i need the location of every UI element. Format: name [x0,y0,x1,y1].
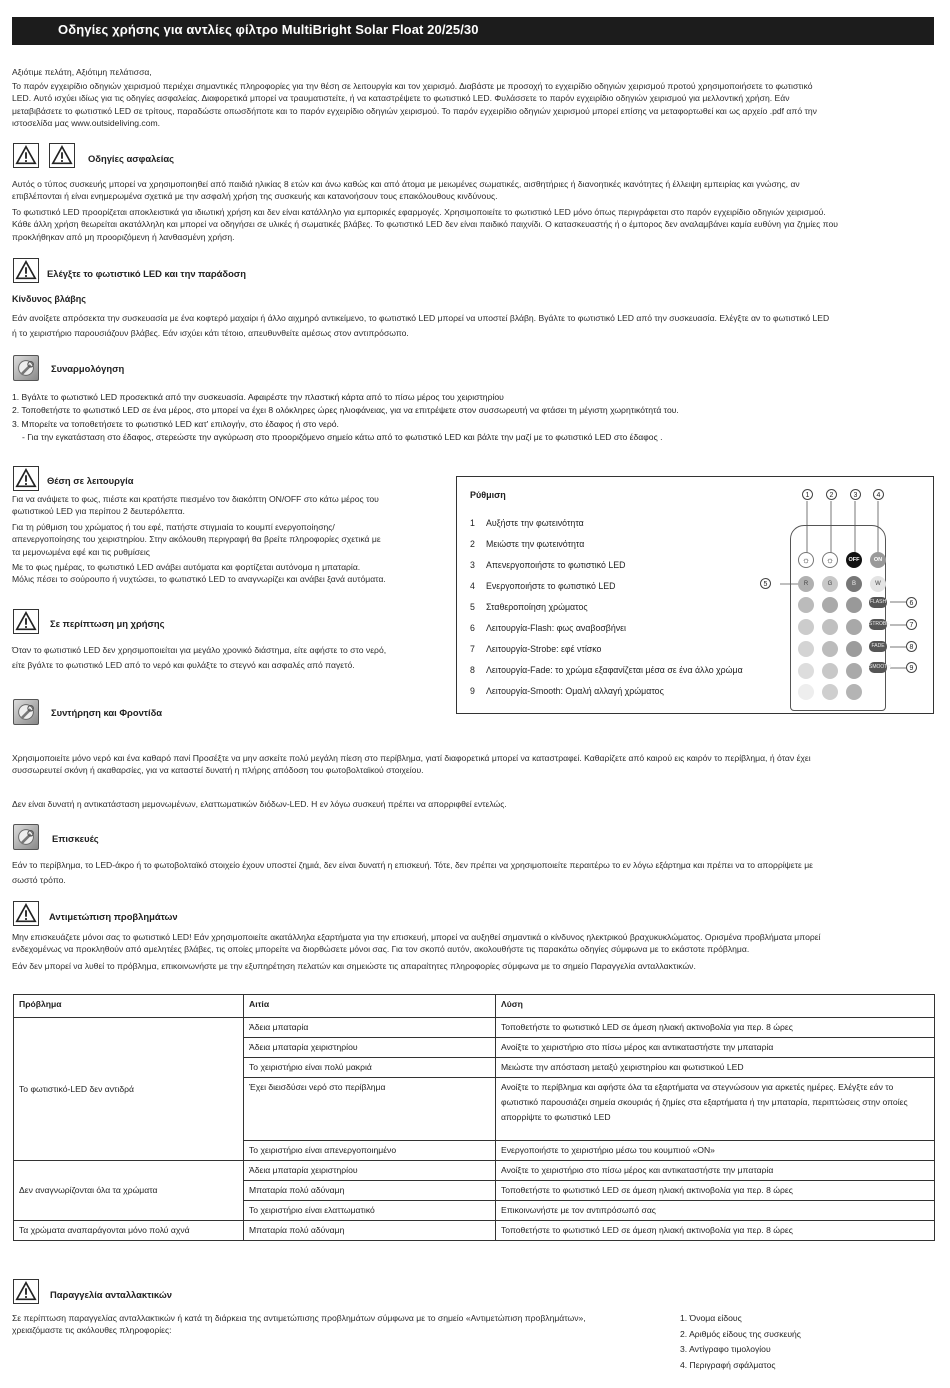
color-button-icon [822,597,838,613]
intro-text [12,80,937,130]
settings-item-label: Λειτουργία-Strobe: εφέ ντίσκο [486,644,602,654]
safety-line: Αυτός ο τύπος συσκευής μπορεί να χρησιμοποιηθεί από παιδιά ηλικίας 8 ετών και άνω καθώς και από άτομα με μειωμένες σωματικές, αισθητήριες ή διανοητικές ικανότητες ή έλλειψη εμπειρίας και γνώσης, αν [12,179,800,189]
troubleshooting-line: Μην επισκευάζετε μόνοι σας το φωτιστικό LED! Εάν χρησιμοποιείτε ακατάλληλα εξαρτήματα για την επισκευή, μπορεί να αυξηθεί σημαντικά ο κίνδυνος ηλεκτρικού βραχυκυκλώματος. Ορισμένα προβλήματα μπορεί [12,932,821,942]
color-button-icon [798,684,814,700]
solution-cell: Επικοινωνήστε με τον αντιπρόσωπό σας [496,1201,935,1221]
color-button-icon [846,684,862,700]
color-button-icon [846,597,862,613]
settings-item-number: 9 [470,686,475,696]
blue-button-icon: B [846,576,862,592]
settings-item-label: Λειτουργία-Flash: φως αναβοσβήνει [486,623,627,633]
check-line: ή το χειριστήριο παρουσιάζουν βλάβες. Εάν ισχύει κάτι τέτοιο, απευθυνθείτε αμέσως στον αντιπρόσωπο. [12,328,409,339]
callout-number: 6 [906,597,917,608]
column-header: Πρόβλημα [14,995,244,1018]
settings-item-label: Ενεργοποιήστε το φωτιστικό LED [486,581,616,591]
intro-line: Το παρόν εγχειρίδιο οδηγιών χειρισμού περιέχει σημαντικές πληροφορίες για την θέση σε λειτουργία και τον χειρισμό. Διαβάστε με προσοχή το εγχειρίδιο οδηγιών χειρισμού προτού χρησιμοποιήσετε το φωτιστικό [12,81,813,91]
off-button-icon: OFF [846,552,862,568]
color-button-icon [822,663,838,679]
white-button-icon: W [870,576,886,592]
tool-icon [13,355,39,381]
page-title: Οδηγίες χρήσης για αντλίες φίλτρο MultiBright Solar Float 20/25/30 [58,22,479,37]
warning-icon [13,901,39,926]
nonuse-line: Όταν το φωτιστικό LED δεν χρησιμοποιείται για μεγάλο χρονικό διάστημα, είτε αφήστε το στο νερό, [12,645,387,655]
intro-greeting: Αξιότιμε πελάτη, Αξιότιμη πελάτισσα, [12,67,152,77]
red-button-icon: R [798,576,814,592]
problem-cell: Δεν αναγνωρίζονται όλα τα χρώματα [14,1161,244,1221]
callout-number: 7 [906,619,917,630]
warning-icon [49,143,75,168]
settings-item [470,686,664,696]
table-row [14,1221,935,1241]
brightness-down-icon: ☼ [822,552,838,568]
cause-cell: Το χειριστήριο είναι απενεργοποιημένο [244,1141,496,1161]
color-button-icon [846,641,862,657]
spare-parts-line: Σε περίπτωση παραγγελίας ανταλλακτικών ή κατά τη διάρκεια της αντιμετώπισης προβλημάτων σύμφωνα με το σημείο «Αντιμετώπιση προβλημάτων», [12,1313,586,1323]
check-line: Εάν ανοίξετε απρόσεκτα την συσκευασία με ένα κοφτερό μαχαίρι ή άλλο αιχμηρό αντικείμενο, το φωτιστικό LED μπορεί να υποστεί βλάβη. Βγάλτε το φωτιστικό LED από την συσκευασία. Ελέγξτε αν το φωτιστικό LED [12,313,830,323]
list-item: 1. Όνομα είδους [680,1313,742,1323]
troubleshooting-line: Εάν δεν μπορεί να λυθεί το πρόβλημα, επικοινωνήστε με την εξυπηρέτηση πελατών και σημειώστε τις απαραίτητες πληροφορίες σύμφωνα με το σημείο Παραγγελία ανταλλακτικών. [12,960,696,971]
troubleshooting-line: ενδεχομένως να προκληθούν από αμελητέες βλάβες, τις οποίες μπορείτε να διορθώσετε μόνοι σας. Για τον σκοπό αυτόν, ακολουθήστε τις παρακάτω οδηγίες σύμφωνα με το εκάστοτε πρόβλημα. [12,944,750,955]
warning-icon [13,258,39,283]
settings-item [470,623,626,633]
table-row [14,1018,935,1038]
spare-parts-text [12,1312,672,1337]
cause-cell: Μπαταρία πολύ αδύναμη [244,1221,496,1241]
maintenance-text [12,752,937,810]
nonuse-line: είτε βγάλτε το φωτιστικό LED από το νερό και φυλάξτε το στεγνό και ασφαλές από παγετό. [12,660,355,671]
color-button-icon [822,641,838,657]
color-button-icon [798,619,814,635]
spare-parts-line: χρειαζόμαστε τις ακόλουθες πληροφορίες: [12,1325,172,1336]
settings-title: Ρύθμιση [470,490,506,500]
safety-line: προκλήθηκαν από μη προοριζόμενη ή λανθασμένη χρήση. [12,231,235,242]
green-button-icon: G [822,576,838,592]
solution-cell: Ενεργοποιήστε το χειριστήριο μέσω του κουμπιού «ON» [496,1141,935,1161]
list-item: 3. Μπορείτε να τοποθετήσετε το φωτιστικό LED κατ' επιλογήν, στο έδαφος ή στο νερό. [12,418,339,429]
settings-item-number: 6 [470,623,475,633]
safety-line: Το φωτιστικό LED προορίζεται αποκλειστικά για ιδιωτική χρήση και δεν είναι κατάλληλο για εμπορικές εφαρμογές. Χρησιμοποιείτε το φωτιστικό LED μόνο όπως περιγράφεται στο παρόν εγχειρίδιο οδηγιών χειρισμού. [12,206,826,217]
callout-number: 1 [802,489,813,500]
section-title-maintenance: Συντήρηση και Φροντίδα [51,707,163,718]
settings-item-label: Αυξήστε την φωτεινότητα [486,518,584,528]
maintenance-line: Χρησιμοποιείτε μόνο νερό και ένα καθαρό πανί Προσέξτε να μην ασκείτε πολύ μεγάλη πίεση στο περίβλημα, γιατί διαφορετικά μπορεί να καταστραφεί. Καθαρίζετε από καιρού εις καιρόν το περίβλημα, ή όταν έχει [12,753,811,763]
settings-item-label: Λειτουργία-Fade: το χρώμα εξαφανίζεται μέσα σε ένα άλλο χρώμα [486,665,743,675]
section-title-assembly: Συναρμολόγηση [51,363,125,374]
on-button-icon: ON [870,552,886,568]
settings-item [470,560,625,570]
column-header: Λύση [496,995,935,1018]
color-button-icon [822,684,838,700]
list-item: 1. Βγάλτε το φωτιστικό LED προσεκτικά από την συσκευασία. Αφαιρέστε την πλαστική κάρτα από το πίσω μέρος του χειριστηρίου [12,392,504,402]
cause-cell: Έχει διεισδύσει νερό στο περίβλημα [244,1078,496,1141]
settings-item-number: 7 [470,644,475,654]
nonuse-text [12,644,452,672]
maintenance-line: Δεν είναι δυνατή η αντικατάσταση μεμονωμένων, ελαττωματικών διόδων-LED. Η εν λόγω συσκευή πρέπει να απορριφθεί εντελώς. [12,798,507,809]
cause-cell: Μπαταρία πολύ αδύναμη [244,1181,496,1201]
list-item: 3. Αντίγραφο τιμολογίου [680,1344,771,1354]
maintenance-line: συσσωρευτεί σκόνη ή ακαθαρσίες, για να καταστεί δυνατή η πλήρης απόδοση του φωτοβολταϊκού στοιχείου. [12,765,424,776]
column-header: Αιτία [244,995,496,1018]
intro-line: μεταβιβάσετε το φωτιστικό LED σε τρίτους, παραδώστε οπωσδήποτε και το παρόν εγχειρίδιο οδηγιών χειρισμού. Το παρόν εγχειρίδιο οδηγιών χειρισμού μπορεί επίσης να μεταφορτωθεί και ως αρχείο .pdf από την [12,105,817,116]
list-item: 2. Αριθμός είδους της συσκευής [680,1328,801,1339]
intro-line: LED. Αυτό ισχύει ιδίως για τις οδηγίες ασφαλείας. Διαφορετικά μπορεί να τραυματιστείτε, ή να καταστρέψετε το φωτιστικό LED. Φυλάσσετε το παρόν εγχειρίδιο οδηγιών χειρισμού για μελλοντική χρήση. Εάν [12,93,790,104]
safety-line: επιβλέπονται ή είναι ενημερωμένα σχετικά με την ασφαλή χρήση της συσκευής και κατανοήσουν τους επακόλουθους κινδύνους. [12,191,498,202]
troubleshooting-table [13,994,935,1241]
cause-cell: Το χειριστήριο είναι ελαττωματικό [244,1201,496,1221]
settings-item-number: 4 [470,581,475,591]
callout-number: 3 [850,489,861,500]
troubleshooting-text [12,931,937,972]
section-title-check: Ελέγξτε το φωτιστικό LED και την παράδοση [47,268,246,279]
operation-line: φωτιστικού LED για περίπου 2 δευτερόλεπτα. [12,506,185,517]
settings-item-label: Απενεργοποιήστε το φωτιστικό LED [486,560,626,570]
assembly-list [12,391,679,445]
solution-cell: Ανοίξτε το χειριστήριο στο πίσω μέρος και αντικαταστήστε την μπαταρία [496,1161,935,1181]
cause-cell: Το χειριστήριο είναι πολύ μακριά [244,1058,496,1078]
operation-line: Για τη ρύθμιση του χρώματος ή του εφέ, πατήστε στιγμιαία το κουμπί ενεργοποίησης/ [12,521,335,532]
operation-line: Μόλις πέσει το σούρουπο ή νυχτώσει, το φωτιστικό LED το αναγνωρίζει και ανάβει ξανά αυτόματα. [12,574,386,585]
repairs-text [12,859,937,887]
settings-item-label: Λειτουργία-Smooth: Ομαλή αλλαγή χρώματος [486,686,664,696]
callout-number: 5 [760,578,771,589]
cause-cell: Άδεια μπαταρία [244,1018,496,1038]
color-button-icon [846,663,862,679]
settings-item-label: Μειώστε την φωτεινότητα [486,539,585,549]
operation-line: Με το φως ημέρας, το φωτιστικό LED ανάβει αυτόματα και φορτίζεται αυτόνομα η μπαταρία. [12,562,361,573]
operation-line: Για να ανάψετε το φως, πιέστε και κρατήστε πιεσμένο τον διακόπτη ON/OFF στο κάτω μέρος του [12,494,379,504]
color-button-icon [822,619,838,635]
operation-line: τα μεμονωμένα εφέ και τις ρυθμίσεις [12,546,150,557]
list-item: 4. Περιγραφή σφάλματος [680,1359,776,1370]
warning-icon [13,609,39,634]
settings-item [470,539,584,549]
callout-number: 2 [826,489,837,500]
list-item: - Για την εγκατάσταση στο έδαφος, στερεώστε την αγκύρωση στο προοριζόμενο σημείο κάτω από το φωτιστικό LED και βάλτε την μαζί με το φωτιστικό LED στο έδαφος . [22,432,663,443]
settings-item-number: 3 [470,560,475,570]
warning-icon [13,1279,39,1304]
color-button-icon [798,663,814,679]
solution-cell: Τοποθετήστε το φωτιστικό LED σε άμεση ηλιακή ακτινοβολία για περ. 8 ώρες [496,1181,935,1201]
table-header-row [14,995,935,1018]
settings-item [470,602,588,612]
cause-cell: Άδεια μπαταρία χειριστηρίου [244,1161,496,1181]
fade-button-icon: FADE [869,641,887,652]
section-subtitle-damage: Κίνδυνος βλάβης [12,294,86,304]
safety-text [12,178,937,243]
warning-icon [13,466,39,491]
solution-cell: Τοποθετήστε το φωτιστικό LED σε άμεση ηλιακή ακτινοβολία για περ. 8 ώρες [496,1221,935,1241]
settings-item [470,581,615,591]
section-title-safety: Οδηγίες ασφαλείας [88,153,175,164]
color-button-icon [798,597,814,613]
brightness-up-icon: ☼ [798,552,814,568]
smooth-button-icon: SMOOTH [869,662,887,673]
section-title-troubleshooting: Αντιμετώπιση προβλημάτων [49,911,178,922]
settings-item [470,665,743,675]
settings-item-number: 2 [470,539,475,549]
section-title-repairs: Επισκευές [52,833,99,844]
strobe-button-icon: STROBE [869,619,887,630]
flash-button-icon: FLASH [869,597,887,608]
table-row [14,1161,935,1181]
problem-cell: Τα χρώματα αναπαράγονται μόνο πολύ αχνά [14,1221,244,1241]
callout-number: 8 [906,641,917,652]
repairs-line: Εάν το περίβλημα, το LED-άκρο ή το φωτοβολταϊκό στοιχείο έχουν υποστεί ζημιά, δεν είναι δυνατή η επισκευή. Τότε, δεν πρέπει να χρησιμοποιείτε περαιτέρω το εν λόγω εξάρτημα και πρέπει να το απορρίψετε με [12,860,814,870]
settings-item-number: 8 [470,665,475,675]
repairs-line: σωστό τρόπο. [12,875,66,886]
intro-line: ιστοσελίδα μας www.outsideliving.com. [12,118,161,129]
settings-item-number: 5 [470,602,475,612]
settings-item [470,518,584,528]
callout-number: 4 [873,489,884,500]
tool-icon [13,699,39,725]
color-button-icon [798,641,814,657]
warning-icon [13,143,39,168]
problem-cell: Το φωτιστικό-LED δεν αντιδρά [14,1018,244,1161]
operation-text [12,493,452,586]
solution-cell: Τοποθετήστε το φωτιστικό LED σε άμεση ηλιακή ακτινοβολία για περ. 8 ώρες [496,1018,935,1038]
check-text [12,312,937,340]
callout-number: 9 [906,662,917,673]
color-button-icon [846,619,862,635]
settings-item-number: 1 [470,518,475,528]
solution-cell: Ανοίξτε το χειριστήριο στο πίσω μέρος και αντικαταστήστε την μπαταρία [496,1038,935,1058]
section-title-operation: Θέση σε λειτουργία [47,475,134,486]
settings-item [470,644,601,654]
settings-item-label: Σταθεροποίηση χρώματος [486,602,588,612]
solution-cell: Ανοίξτε το περίβλημα και αφήστε όλα τα εξαρτήματα να στεγνώσουν για αρκετές ημέρες. Ελέγξτε εάν το φωτιστικό παρουσιάζει σημεία σκουριάς ή ζημίες στα εξαρτήματα ή την μπαταρία, περιπτώσεις στην οποίες απορρίψτε το φωτιστικό LED [496,1078,935,1141]
list-item: 2. Τοποθετήστε το φωτιστικό LED σε ένα μέρος, στο μπορεί να έχει 8 ολόκληρες ώρες ηλιοφάνειας, για να επιτρέψετε στον συσσωρευτή να φτάσει τη μέγιστη χωρητικότητά του. [12,405,679,416]
safety-line: Κάθε άλλη χρήση θεωρείται ακατάλληλη και μπορεί να οδηγήσει σε υλικές ή σωματικές βλάβες. Το φωτιστικό LED δεν είναι παιδικό παιχνίδι. Ο κατασκευαστής ή ο έμπορος δεν αναλαμβάνει καμία ευθύνη για ζημίες που [12,219,838,230]
tool-icon [13,824,39,850]
solution-cell: Μειώστε την απόσταση μεταξύ χειριστηρίου και φωτιστικού LED [496,1058,935,1078]
spare-parts-list [680,1311,801,1373]
operation-line: απενεργοποίησης του χειριστηρίου. Στην ακόλουθη περιγραφή θα βρείτε πληροφορίες σχετικά με [12,534,381,545]
section-title-spare-parts: Παραγγελία ανταλλακτικών [50,1289,172,1300]
section-title-nonuse: Σε περίπτωση μη χρήσης [50,618,165,629]
cause-cell: Άδεια μπαταρία χειριστηρίου [244,1038,496,1058]
